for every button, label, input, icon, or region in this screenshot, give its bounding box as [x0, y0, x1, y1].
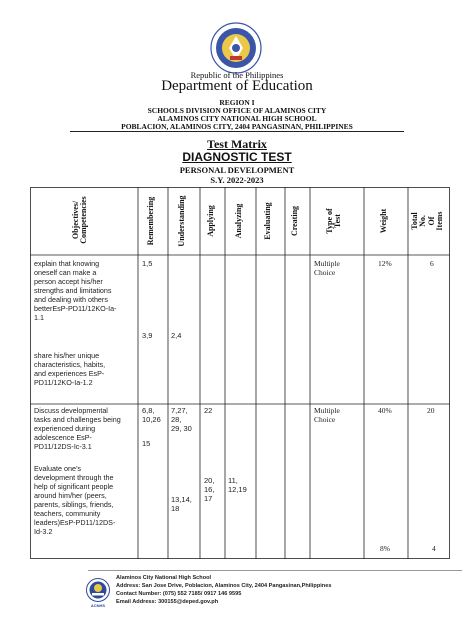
header-school: ALAMINOS CITY NATIONAL HIGH SCHOOL — [157, 114, 317, 123]
row1-type: Multiple Choice — [314, 259, 340, 277]
header-evaluating: Evaluating — [263, 202, 272, 240]
header-department: Department of Education — [161, 78, 313, 94]
row2-applying-b: 20, 16, 17 — [204, 476, 215, 503]
competency-2a: Discuss developmental tasks and challenges being experienced during adolescence EsP- PD11/12DS-Ic-3.1 — [34, 406, 121, 451]
footer-email: Email Address: 300155@deped.gov.ph — [116, 599, 219, 605]
row2-weight-b: 8% — [380, 544, 390, 553]
row1-weight: 12% — [378, 259, 392, 268]
header-creating: Creating — [290, 205, 299, 237]
test-matrix-table — [30, 187, 450, 559]
competency-1a: explain that knowing oneself can make a person accept his/her strengths and limitations and dealing with others betterEsP-PD11/12KO-Ia- 1.1 — [34, 259, 117, 322]
deped-seal-logo — [210, 22, 262, 74]
row1-remembering-a: 1,5 — [142, 259, 153, 268]
row2-remembering-a: 6,8, 10,26 — [142, 406, 161, 424]
title-diagnostic: DIAGNOSTIC TEST — [182, 150, 292, 164]
row2-weight-a: 40% — [378, 406, 392, 415]
header-type-of-test: Type of Test — [325, 208, 343, 234]
title-test-matrix: Test Matrix — [207, 137, 267, 151]
header-understanding: Understanding — [177, 195, 186, 247]
header-republic: Republic of the Philippines — [190, 70, 284, 80]
header-analyzing: Analyzing — [234, 203, 243, 239]
competency-1b: share his/her unique characteristics, habits, and experiences EsP- PD11/12KO-Ia-1.2 — [34, 351, 106, 387]
row2-understanding-a: 7,27, 28, 29, 30 — [171, 406, 192, 433]
header-division: SCHOOLS DIVISION OFFICE OF ALAMINOS CITY — [147, 106, 327, 115]
row2-applying-a: 22 — [204, 406, 213, 415]
acnhs-school-logo — [86, 578, 110, 602]
row2-remembering-b: 15 — [142, 439, 151, 448]
row2-understanding-b: 13,14, 18 — [171, 495, 192, 513]
header-total-items: Total No. Of Items — [410, 211, 445, 231]
header-weight: Weight — [379, 208, 388, 234]
header-region: REGION I — [219, 98, 255, 107]
row2-total-b: 4 — [432, 544, 436, 553]
footer-school: Alaminos City National High School — [116, 575, 212, 581]
competency-2b: Evaluate one’s development through the help of significant people around him/her (peers, parents, siblings, friends, teachers, community leaders)EsP-PD11/12DS- Id-3.2 — [34, 464, 116, 536]
row1-total: 6 — [430, 259, 434, 268]
header-applying: Applying — [206, 205, 215, 237]
footer-contact: Contact Number: (075) 552 7185/ 0917 146 9595 — [116, 591, 242, 597]
header-objectives: Objectives/ Competencies — [71, 196, 89, 244]
header-address: POBLACION, ALAMINOS CITY, 2404 PANGASINAN, PHILIPPINES — [121, 122, 353, 131]
row2-type: Multiple Choice — [314, 406, 340, 424]
footer-divider — [88, 570, 462, 571]
row1-remembering-b: 3,9 — [142, 331, 153, 340]
row2-total-a: 20 — [427, 406, 435, 415]
footer-address: Address: San Jose Drive, Poblacion, Alaminos City, 2404 Pangasinan,Philippines — [116, 583, 332, 589]
header-remembering: Remembering — [146, 196, 155, 246]
header-divider — [70, 131, 404, 132]
title-subject: PERSONAL DEVELOPMENT — [179, 165, 295, 175]
row2-analyzing-b: 11, 12,19 — [228, 476, 247, 494]
footer-logo-caption: ACNHS — [90, 603, 106, 608]
title-school-year: S.Y. 2022-2023 — [210, 175, 264, 185]
row1-understanding-b: 2,4 — [171, 331, 182, 340]
